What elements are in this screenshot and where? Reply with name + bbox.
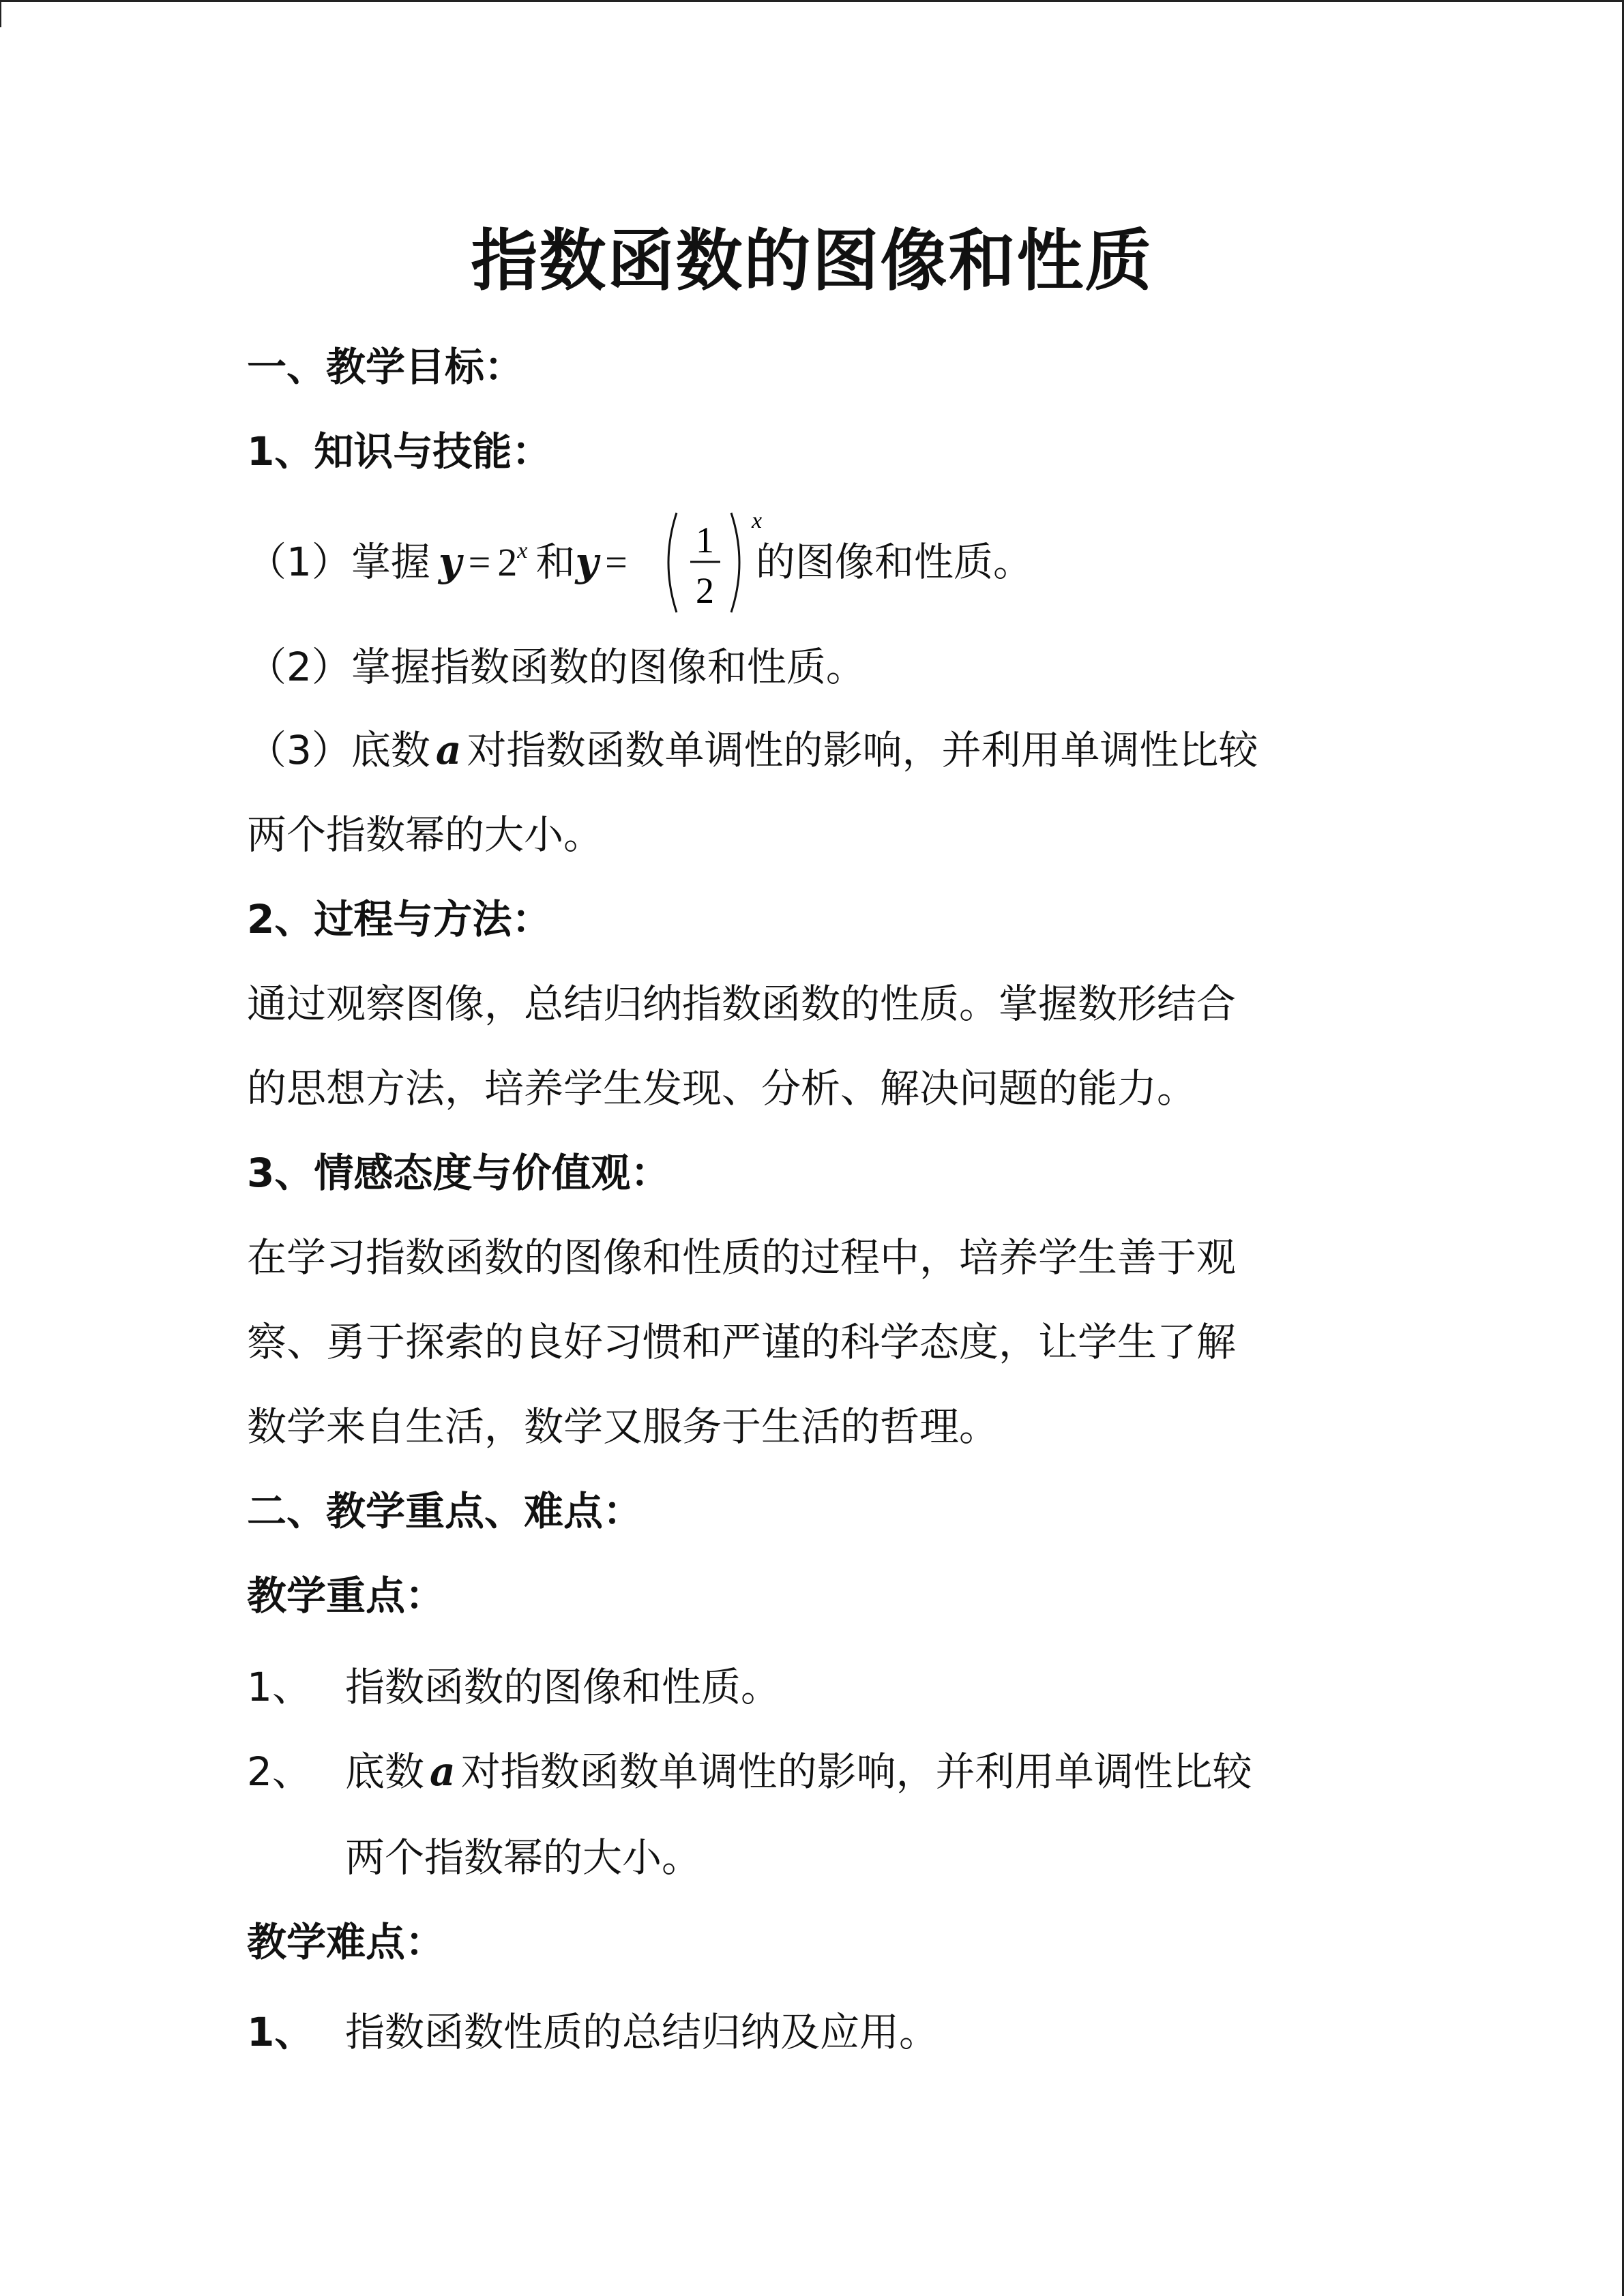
formula-y-2: y	[575, 539, 599, 585]
key-point-2-prefix: 底数	[345, 1748, 425, 1795]
attitude-line-2: 察、勇于探索的良好习惯和严谨的科学态度，让学生了解	[247, 1319, 1237, 1365]
objective-item-1	[247, 535, 634, 596]
section2-heading: 二、教学重点、难点：	[247, 1488, 643, 1534]
key-point-2-number: 2、	[247, 1748, 312, 1795]
key-point-1-number: 1、	[247, 1664, 312, 1710]
objective-item-3-line2: 两个指数幂的大小。	[247, 811, 604, 858]
attitude-heading: 3、情感态度与价值观：	[247, 1150, 670, 1196]
formula-and: 和	[535, 539, 576, 585]
objective-item-3-line1	[247, 723, 1258, 777]
attitude-line-1: 在学习指数函数的图像和性质的过程中，培养学生善于观	[247, 1234, 1237, 1281]
objective-item-1-prefix: （1）掌握	[247, 539, 430, 585]
formula-exponent: x	[517, 538, 528, 563]
variable-a: a	[435, 727, 462, 773]
page-title: 指数函数的图像和性质	[471, 222, 1153, 300]
knowledge-heading: 1、知识与技能：	[247, 428, 552, 475]
difficult-point-1-text: 指数函数性质的总结归纳及应用。	[345, 2009, 939, 2055]
key-point-2-line2: 两个指数幂的大小。	[345, 1834, 702, 1881]
objective-item-1-suffix: 的图像和性质。	[756, 539, 1033, 585]
process-line-2: 的思想方法，培养学生发现、分析、解决问题的能力。	[247, 1065, 1197, 1112]
right-paren	[731, 513, 739, 612]
fraction-numerator: 1	[696, 520, 714, 561]
objective-item-3-rest: 对指数函数单调性的影响，并利用单调性比较	[467, 727, 1258, 773]
objective-item-3-prefix: （3）底数	[247, 727, 430, 773]
key-point-2-line1	[345, 1744, 1252, 1799]
difficult-point-1-number: 1、	[247, 2009, 314, 2055]
process-heading: 2、过程与方法：	[247, 896, 552, 942]
formula-y: y	[438, 539, 462, 585]
objective-item-2: （2）掌握指数函数的图像和性质。	[247, 644, 866, 690]
key-points-heading: 教学重点：	[247, 1572, 445, 1619]
difficult-points-heading: 教学难点：	[247, 1919, 445, 1965]
fraction-formula	[658, 505, 767, 621]
left-paren	[668, 513, 677, 612]
attitude-line-3: 数学来自生活，数学又服务于生活的哲理。	[247, 1403, 999, 1450]
fraction-denominator: 2	[696, 570, 714, 611]
formula-equals-2: =	[605, 540, 628, 584]
key-point-2-rest: 对指数函数单调性的影响，并利用单调性比较	[460, 1748, 1252, 1795]
section1-heading: 一、教学目标：	[247, 344, 525, 390]
fraction-exponent: x	[752, 508, 763, 533]
page-border-top	[0, 0, 1624, 2]
variable-a-2: a	[430, 1748, 456, 1795]
formula-base: 2	[497, 540, 518, 584]
process-line-1: 通过观察图像，总结归纳指数函数的性质。掌握数形结合	[247, 981, 1237, 1027]
key-point-1-text: 指数函数的图像和性质。	[345, 1664, 781, 1710]
page-border-left	[0, 0, 1, 27]
formula-equals: =	[468, 540, 491, 584]
